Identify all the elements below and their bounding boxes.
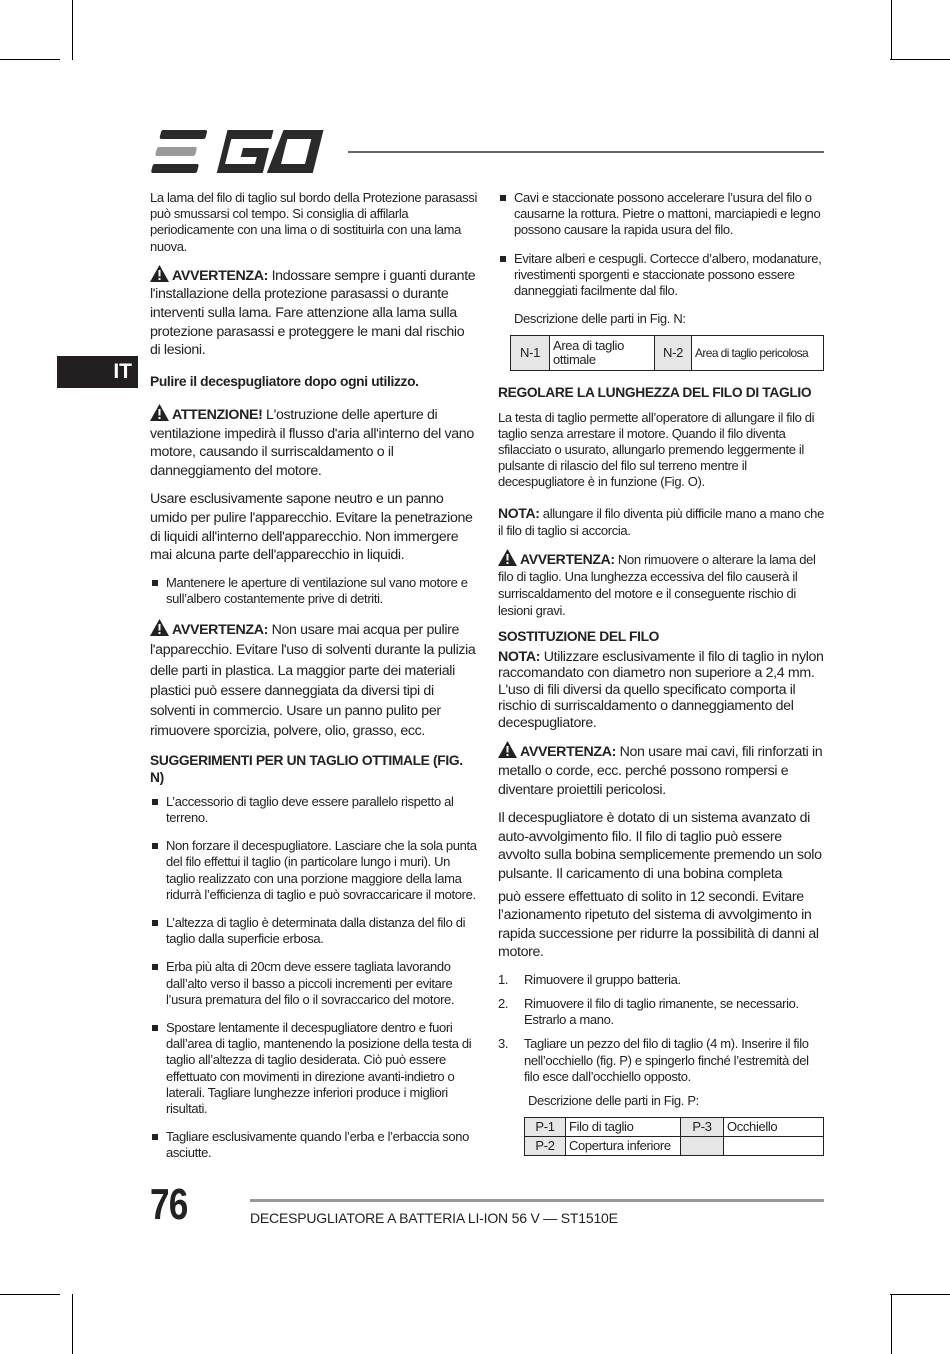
footer-product-title: DECESPUGLIATORE A BATTERIA LI-ION 56 V — ST1510E — [250, 1210, 618, 1226]
soap-paragraph: Usare esclusivamente sapone neutro e un panno umido per pulire l'apparecchio. Evitare la penetrazione di liquidi all'interno dell'apparecchio. Non immergere mai alcuna parte dell'apparecchio in liquidi. — [150, 491, 473, 564]
adjust-paragraph: La testa di taglio permette all’operatore di allungare il filo di taglio senza arrestare il motore. Quando il filo diventa sfilacciato o usurato, allungarlo premendo leggermente il pulsante di rilascio del filo sul terreno mentre il decespugliatore è in funzione (Fig. O). — [498, 409, 815, 490]
footer-rule — [250, 1199, 824, 1202]
step-number: 3. — [498, 1036, 509, 1052]
replace-heading: SOSTITUZIONE DEL FILO — [498, 628, 660, 644]
part-desc: Filo di taglio — [566, 1118, 681, 1137]
warning-label: AVVERTENZA: — [520, 550, 615, 567]
warning-cables — [498, 741, 824, 799]
note-label: NOTA: — [498, 648, 541, 665]
note-label: NOTA: — [498, 504, 540, 521]
note-shorter-line — [498, 505, 824, 539]
step-text: Rimuovere il gruppo batteria. — [524, 971, 681, 987]
left-column — [150, 190, 478, 1174]
part-code: P-1 — [525, 1118, 566, 1137]
list-item: L’accessorio di taglio deve essere parallelo rispetto al terreno. — [150, 794, 478, 826]
language-tab: IT — [57, 356, 138, 388]
crop-mark — [890, 59, 950, 60]
list-item — [498, 1036, 824, 1085]
vent-bullet-list — [150, 575, 478, 607]
intro-paragraph: La lama del filo di taglio sul bordo della Protezione parasassi può smussarsi col tempo. Si consiglia di affilarla periodicamente con una lima o di sostituirla con una lama nuova. — [150, 190, 477, 254]
wire-bullet-list — [498, 190, 824, 299]
ego-logo — [150, 128, 332, 174]
auto-wind-paragraph-1: Il decespugliatore è dotato di un sistema avanzato di auto-avvolgimento filo. Il filo di taglio può essere avvolto sulla bobina semplicemente premendo un solo pulsante. Il caricamento di una bobina completa — [498, 810, 822, 882]
list-item: Evitare alberi e cespugli. Cortecce d’albero, modanature, rivestimenti sporgenti e staccionate possono essere danneggiati facilmente dal filo. — [498, 251, 824, 300]
warning-text: Non usare mai cavi, fili rinforzati in metallo o corde, ecc. perché possono rompersi e diventare proiettili pericolosi. — [498, 744, 823, 798]
list-item: Cavi e staccionate possono accelerare l’usura del filo o causarne la rottura. Pietre o mattoni, marciapiedi e legno possono causare la rapida usura del filo. — [498, 190, 824, 239]
note-text: allungare il filo diventa più difficile mano a mano che il filo di taglio si accorcia. — [498, 505, 824, 538]
header-rule — [348, 151, 824, 153]
list-item: L’altezza di taglio è determinata dalla distanza del filo di taglio dalla superficie erbosa. — [150, 915, 478, 947]
fig-p-parts-table — [524, 1117, 824, 1156]
list-item: Tagliare esclusivamente quando l’erba e l’erbaccia sono asciutte. — [150, 1129, 478, 1161]
list-item — [498, 972, 824, 988]
warning-triangle-icon — [150, 265, 169, 282]
adjust-heading: REGOLARE LA LUNGHEZZA DEL FILO DI TAGLIO — [498, 385, 812, 401]
crop-mark — [890, 1294, 950, 1295]
caution-text: L'ostruzione delle aperture di ventilazione impedirà il flusso d'aria all'interno del vano motore, causando il surriscaldamento o il danneggiamento del motore. — [150, 406, 474, 479]
part-code: N-1 — [511, 336, 550, 371]
part-code: N-2 — [655, 336, 692, 371]
fig-n-caption: Descrizione delle parti in Fig. N: — [514, 311, 686, 327]
part-desc: Occhiello — [724, 1118, 824, 1137]
table-row — [511, 336, 824, 371]
warning-text: Non rimuovere o alterare la lama del filo di taglio. Una lunghezza eccessiva del filo causerà il surriscaldamento del motore e il conseguente rischio di lesioni gravi. — [498, 551, 816, 618]
crop-mark — [891, 1294, 892, 1354]
warning-water — [150, 619, 478, 741]
auto-wind-paragraph-2: può essere effettuato di solito in 12 secondi. Evitare l’azionamento ripetuto del sistema di avvolgimento in rapida successione per ridurre la possibilità di danni al motore. — [498, 888, 819, 961]
note-text: Utilizzare esclusivamente il filo di taglio in nylon raccomandato con diametro non superiore a 2,4 mm. L'uso di fili diversi da quello specificato comporta il rischio di surriscaldamento o danneggiamento del decespugliatore. — [498, 648, 824, 731]
caution-label: ATTENZIONE! — [172, 406, 263, 423]
list-item: Spostare lentamente il decespugliatore dentro e fuori dall’area di taglio, mantenendo la posizione della testa di taglio all’altezza di taglio desiderata. Ciò può essere effettuato con movimenti in direzione avanti-indietro o laterali. Tagliare lunghezze inferiori produce i migliori risultati. — [150, 1020, 478, 1117]
crop-mark — [891, 0, 892, 60]
empty-cell — [681, 1137, 724, 1156]
list-item: Mantenere le aperture di ventilazione sul vano motore e sull’albero costantemente prive di detriti. — [150, 575, 478, 607]
part-code: P-2 — [525, 1137, 566, 1156]
warning-triangle-icon — [498, 741, 517, 758]
step-number: 1. — [498, 971, 509, 987]
fig-p-caption: Descrizione delle parti in Fig. P: — [528, 1093, 699, 1109]
warning-text: Non usare mai acqua per pulire l'apparecchio. Evitare l'uso di solventi durante la pulizia delle parti in plastica. La maggior parte dei materiali plastici può essere danneggiata da diversi tipi di solventi in commercio. Usare un panno pulito per rimuovere sporcizia, polvere, olio, grasso, ecc. — [150, 622, 476, 740]
part-desc: Area di taglio pericolosa — [692, 336, 824, 371]
warning-triangle-icon — [498, 549, 517, 566]
right-column — [498, 190, 824, 1170]
table-row — [525, 1137, 824, 1156]
fig-n-parts-table — [510, 335, 824, 371]
steps-list — [498, 972, 824, 1085]
caution-ventilation — [150, 404, 478, 480]
warning-blade — [498, 549, 824, 619]
page-number: 76 — [150, 1180, 188, 1229]
tips-list — [150, 794, 478, 1162]
crop-mark — [0, 59, 60, 60]
empty-cell — [724, 1137, 824, 1156]
clean-heading: Pulire il decespugliatore dopo ogni utilizzo. — [150, 373, 419, 389]
part-code: P-3 — [681, 1118, 724, 1137]
warning-label: AVVERTENZA: — [172, 267, 268, 284]
crop-mark — [72, 0, 73, 60]
step-text: Tagliare un pezzo del filo di taglio (4 m). Inserire il filo nell’occhiello (fig. P) e spingerlo finché l’estremità del filo esce dall’occhiello opposto. — [524, 1036, 809, 1084]
note-nylon-line — [498, 649, 824, 732]
warning-label: AVVERTENZA: — [520, 744, 616, 761]
warning-triangle-icon — [150, 619, 169, 636]
list-item: Non forzare il decespugliatore. Lasciare che la sola punta del filo effettui il taglio (in particolare lungo i muri). Un taglio realizzato con una porzione maggiore della lama ridurrà l’efficienza di taglio e può sovraccaricare il motore. — [150, 838, 478, 903]
tips-heading: SUGGERIMENTI PER UN TAGLIO OTTIMALE (FIG. N) — [150, 753, 463, 785]
warning-text: Indossare sempre i guanti durante l'installazione della protezione parasassi o durante interventi sulla lama. Fare attenzione alla lama sulla protezione parasassi e proteggere le mani dal rischio di lesioni. — [150, 267, 476, 359]
step-number: 2. — [498, 996, 509, 1012]
part-desc: Area di taglio ottimale — [550, 336, 655, 371]
table-row — [525, 1118, 824, 1137]
warning-label: AVVERTENZA: — [172, 622, 268, 639]
warning-gloves — [150, 265, 478, 360]
crop-mark — [72, 1294, 73, 1354]
warning-triangle-icon — [150, 404, 169, 421]
part-desc: Copertura inferiore — [566, 1137, 681, 1156]
crop-mark — [0, 1294, 60, 1295]
step-text: Rimuovere il filo di taglio rimanente, se necessario. Estrarlo a mano. — [524, 996, 799, 1028]
list-item — [498, 996, 824, 1028]
list-item: Erba più alta di 20cm deve essere tagliata lavorando dall’alto verso il basso a piccoli incrementi per evitare l’usura prematura del filo o il sovraccarico del motore. — [150, 959, 478, 1008]
